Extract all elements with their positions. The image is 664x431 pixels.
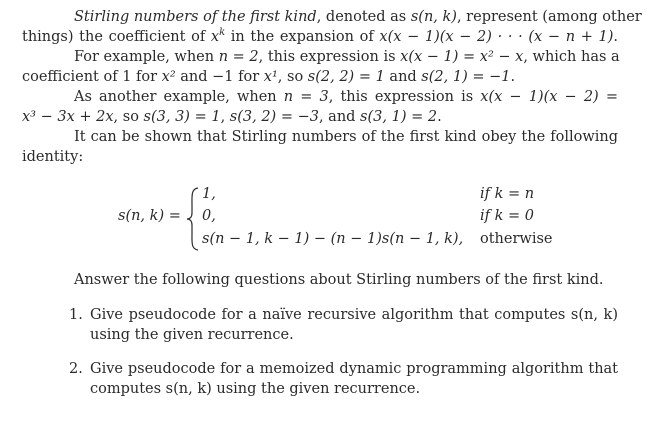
case-2-condition: if k = 0 <box>480 208 534 224</box>
paragraph-4-line-1: It can be shown that Stirling numbers of the first kind obey the following <box>74 129 618 145</box>
question-1-line-2: using the given recurrence. <box>90 327 294 343</box>
question-2-line-2: computes s(n, k) using the given recurrence. <box>90 381 421 397</box>
math-s-n-k: s(n, k) <box>410 9 457 25</box>
question-2-number: 2. <box>69 361 83 377</box>
case-3-condition: otherwise <box>480 231 553 247</box>
paragraph-2-line-1: For example, when n = 2, this expression is x(x − 1) = x² − x, which has a <box>74 49 620 65</box>
defined-term: Stirling numbers of the first kind <box>74 9 317 25</box>
case-1-condition: if k = n <box>480 186 535 202</box>
left-brace-icon <box>186 187 200 251</box>
paragraph-1-line-2: things) the coefficient of $x^k$ in the expansion of x(x − 1)(x − 2) · · · (x − n + 1). <box>22 27 618 45</box>
case-3-value: s(n − 1, k − 1) − (n − 1)s(n − 1, k), <box>202 231 464 247</box>
case-2-value: 0, <box>202 208 216 224</box>
question-1-number: 1. <box>69 307 83 323</box>
paragraph-2-line-2: coefficient of 1 for x² and −1 for x¹, so s(2, 2) = 1 and s(2, 1) = −1. <box>22 69 516 85</box>
paragraph-4-line-2: identity: <box>22 149 84 165</box>
paragraph-3-line-2: x³ − 3x + 2x, so s(3, 3) = 1, s(3, 2) = −3, and s(3, 1) = 2. <box>22 109 442 125</box>
question-2-line-1: Give pseudocode for a memoized dynamic programming algorithm that <box>90 361 618 377</box>
questions-prompt: Answer the following questions about Stirling numbers of the first kind. <box>74 272 604 288</box>
math-x: x <box>210 29 220 45</box>
math-falling-product: x(x − 1)(x − 2) · · · (x − n + 1) <box>379 29 614 45</box>
paragraph-1-line-1: Stirling numbers of the first kind, denoted as s(n, k), represent (among other <box>74 9 642 25</box>
question-1-line-1: Give pseudocode for a naïve recursive algorithm that computes s(n, k) <box>90 307 618 323</box>
paragraph-3-line-1: As another example, when n = 3, this expression is x(x − 1)(x − 2) = <box>74 89 618 105</box>
case-1-value: 1, <box>202 186 216 202</box>
formula-lhs: s(n, k) = <box>118 208 181 224</box>
